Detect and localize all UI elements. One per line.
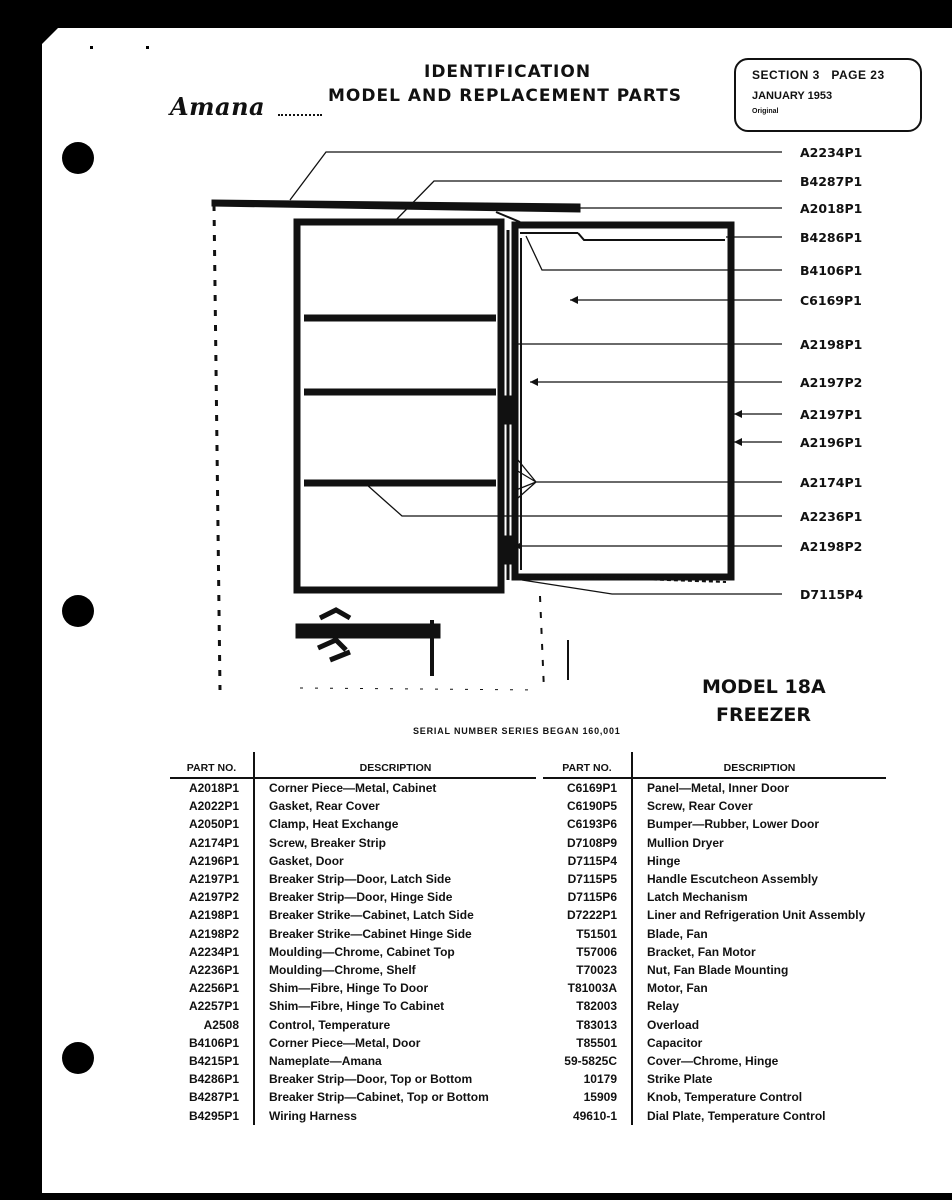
part-number: T70023 [543, 961, 632, 979]
table-row [170, 797, 536, 815]
leader-lines [290, 152, 782, 594]
binder-hole-bottom [62, 1042, 94, 1074]
part-description: Dial Plate, Temperature Control [647, 1108, 826, 1123]
table-row [170, 1052, 536, 1070]
part-number: A2196P1 [170, 852, 254, 870]
part-number: C6190P5 [543, 797, 632, 815]
header-description: DESCRIPTION [254, 752, 536, 778]
table-row [170, 870, 536, 888]
part-description: Latch Mechanism [647, 890, 748, 905]
part-number: T51501 [543, 925, 632, 943]
model-name: MODEL 18A [702, 676, 826, 698]
part-number: A2234P1 [170, 943, 254, 961]
door-top-strip-step [578, 233, 725, 240]
base-bar [296, 624, 440, 638]
part-number: A2174P1 [170, 834, 254, 852]
header-part-no: PART NO. [170, 752, 254, 778]
part-description: Nameplate—Amana [269, 1054, 382, 1069]
part-description: Handle Escutcheon Assembly [647, 872, 818, 887]
table-row [543, 1052, 886, 1070]
part-description: Cover—Chrome, Hinge [647, 1054, 779, 1069]
part-number: A2198P1 [170, 906, 254, 924]
part-description: Bumper—Rubber, Lower Door [647, 817, 820, 832]
part-description: Hinge [647, 853, 681, 868]
part-description: Motor, Fan [647, 981, 708, 996]
part-description: Shim—Fibre, Hinge To Door [269, 981, 429, 996]
base-edge [540, 596, 544, 690]
cabinet-frame [297, 222, 501, 590]
table-row [543, 815, 886, 833]
callout-label: A2236P1 [800, 509, 863, 524]
callout-label: B4106P1 [800, 263, 863, 278]
part-number: D7222P1 [543, 906, 632, 924]
table-row [170, 815, 536, 833]
part-description: Knob, Temperature Control [647, 1090, 803, 1105]
part-description: Moulding—Chrome, Shelf [269, 963, 416, 978]
part-number: 15909 [543, 1088, 632, 1106]
part-description: Breaker Strip—Cabinet, Top or Bottom [269, 1090, 489, 1105]
table-row [170, 852, 536, 870]
part-number: A2197P1 [170, 870, 254, 888]
table-row [543, 1070, 886, 1088]
part-description: Strike Plate [647, 1072, 713, 1087]
part-description: Breaker Strike—Cabinet, Latch Side [269, 908, 474, 923]
part-number: B4295P1 [170, 1107, 254, 1125]
table-row [170, 834, 536, 852]
part-description: Wiring Harness [269, 1108, 357, 1123]
table-row [543, 1034, 886, 1052]
table-row [170, 979, 536, 997]
part-description: Breaker Strike—Cabinet Hinge Side [269, 926, 472, 941]
part-number: A2508 [170, 1016, 254, 1034]
issue-date: JANUARY 1953 [752, 90, 833, 102]
part-number: A2050P1 [170, 815, 254, 833]
part-number: 10179 [543, 1070, 632, 1088]
freezer-door [515, 225, 731, 577]
part-description: Panel—Metal, Inner Door [647, 781, 790, 795]
part-description: Blade, Fan [647, 926, 708, 941]
callout-label: D7115P4 [800, 587, 864, 602]
part-description: Breaker Strip—Door, Top or Bottom [269, 1072, 473, 1087]
part-description: Mullion Dryer [647, 835, 724, 850]
brand-logo: Amana [170, 92, 266, 121]
part-number: T83013 [543, 1016, 632, 1034]
page-title-line2: MODEL AND REPLACEMENT PARTS [328, 86, 682, 106]
part-number: A2236P1 [170, 961, 254, 979]
model-type: FREEZER [716, 704, 811, 726]
part-number: C6169P1 [543, 778, 632, 797]
parts-table-left [170, 752, 536, 1125]
part-description: Relay [647, 999, 680, 1014]
part-number: B4106P1 [170, 1034, 254, 1052]
part-number: A2257P1 [170, 997, 254, 1015]
table-row [170, 961, 536, 979]
callout-label: A2197P2 [800, 375, 863, 390]
part-description: Corner Piece—Metal, Door [269, 1035, 421, 1050]
table-row [170, 925, 536, 943]
part-number: C6193P6 [543, 815, 632, 833]
floor-line [300, 688, 540, 690]
part-description: Gasket, Rear Cover [269, 799, 380, 814]
table-row [543, 1107, 886, 1125]
table-row [543, 961, 886, 979]
header-description: DESCRIPTION [632, 752, 886, 778]
serial-note: SERIAL NUMBER SERIES BEGAN 160,001 [413, 726, 621, 736]
section-page-label: SECTION 3 PAGE 23 [752, 68, 885, 82]
part-description: Control, Temperature [269, 1017, 391, 1032]
table-row [170, 1034, 536, 1052]
table-row [543, 778, 886, 797]
breaker-strike-hinge [503, 536, 511, 564]
part-number: D7115P5 [543, 870, 632, 888]
table-row [543, 943, 886, 961]
table-row [543, 1088, 886, 1106]
callout-label: B4286P1 [800, 230, 863, 245]
part-number: B4286P1 [170, 1070, 254, 1088]
table-row [170, 888, 536, 906]
callout-label: B4287P1 [800, 174, 863, 189]
page-title-line1: IDENTIFICATION [424, 62, 592, 82]
part-number: A2197P2 [170, 888, 254, 906]
table-row [543, 906, 886, 924]
callout-label: A2018P1 [800, 201, 863, 216]
part-description: Nut, Fan Blade Mounting [647, 963, 789, 978]
parts-table-right [543, 752, 886, 1125]
part-number: B4287P1 [170, 1088, 254, 1106]
part-description: Breaker Strip—Door, Latch Side [269, 872, 452, 887]
table-row [170, 1088, 536, 1106]
table-row [543, 852, 886, 870]
table-row [170, 906, 536, 924]
part-description: Moulding—Chrome, Cabinet Top [269, 944, 455, 959]
table-row [543, 870, 886, 888]
table-row [543, 1016, 886, 1034]
part-description: Corner Piece—Metal, Cabinet [269, 781, 437, 795]
table-row [543, 797, 886, 815]
part-number: T85501 [543, 1034, 632, 1052]
callout-label: C6169P1 [800, 293, 862, 308]
callout-label: A2197P1 [800, 407, 863, 422]
breaker-strike-latch [503, 396, 511, 424]
table-row [170, 943, 536, 961]
cabinet-side-edge [214, 205, 220, 690]
table-row [170, 997, 536, 1015]
part-number: 49610-1 [543, 1107, 632, 1125]
part-number: B4215P1 [170, 1052, 254, 1070]
table-row [543, 979, 886, 997]
table-row [543, 997, 886, 1015]
header-part-no: PART NO. [543, 752, 632, 778]
part-number: A2256P1 [170, 979, 254, 997]
part-description: Screw, Breaker Strip [269, 835, 386, 850]
parts-table-right-body [543, 778, 886, 1125]
table-row [543, 888, 886, 906]
table-row [170, 778, 536, 797]
table-row [543, 925, 886, 943]
part-number: 59-5825C [543, 1052, 632, 1070]
part-number: T81003A [543, 979, 632, 997]
table-row [170, 1070, 536, 1088]
part-description: Clamp, Heat Exchange [269, 817, 399, 832]
callout-label: A2174P1 [800, 475, 863, 490]
callout-label: A2196P1 [800, 435, 863, 450]
cabinet-top-moulding [212, 200, 580, 212]
part-number: D7115P6 [543, 888, 632, 906]
part-number: A2198P2 [170, 925, 254, 943]
part-number: D7115P4 [543, 852, 632, 870]
part-description: Capacitor [647, 1035, 703, 1050]
part-description: Bracket, Fan Motor [647, 944, 756, 959]
table-row [170, 1016, 536, 1034]
part-description: Shim—Fibre, Hinge To Cabinet [269, 999, 445, 1014]
part-number: A2022P1 [170, 797, 254, 815]
table-row [170, 1107, 536, 1125]
part-number: A2018P1 [170, 778, 254, 797]
part-description: Liner and Refrigeration Unit Assembly [647, 908, 866, 923]
part-description: Breaker Strip—Door, Hinge Side [269, 890, 453, 905]
part-description: Screw, Rear Cover [647, 799, 753, 814]
callout-label: A2198P1 [800, 337, 863, 352]
part-number: D7108P9 [543, 834, 632, 852]
callout-label: A2234P1 [800, 145, 863, 160]
leader-arrowheads [514, 296, 742, 550]
issue-status: Original [752, 108, 779, 115]
table-row [543, 834, 886, 852]
callout-label: A2198P2 [800, 539, 863, 554]
part-number: T57006 [543, 943, 632, 961]
parts-table-left-body [170, 778, 536, 1125]
part-description: Overload [647, 1017, 700, 1032]
part-description: Gasket, Door [269, 853, 344, 868]
part-number: T82003 [543, 997, 632, 1015]
